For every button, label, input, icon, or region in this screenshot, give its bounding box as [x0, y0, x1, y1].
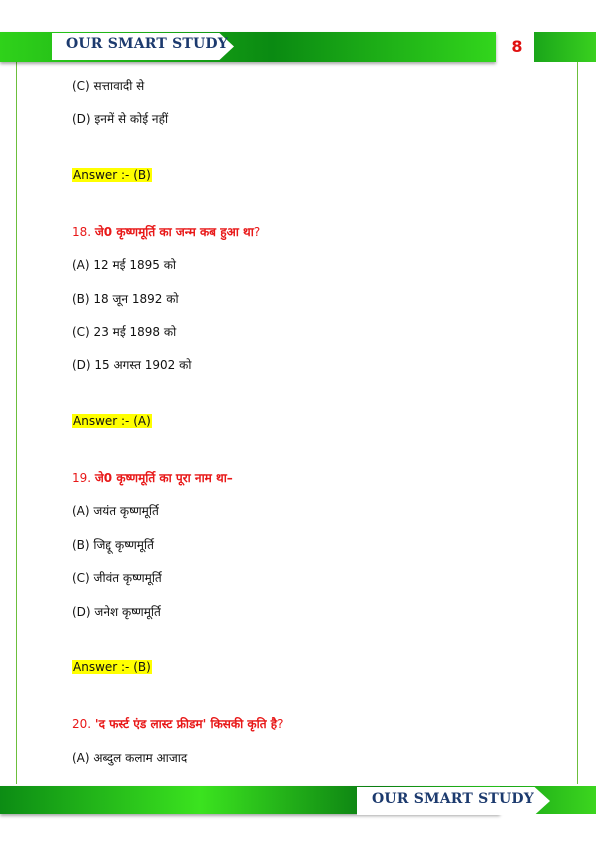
answer-label: Answer :- (B): [73, 168, 151, 182]
question-19: [72, 470, 233, 486]
q18-option-c: (C) 23 मई 1898 को: [72, 325, 177, 339]
q19-option-b: (B) जिद्दू कृष्णमूर्ति: [72, 538, 154, 552]
question-text: जे0 कृष्णमूर्ति का पूरा नाम था–: [94, 471, 233, 485]
footer-brand-title: OUR SMART STUDY: [372, 791, 534, 807]
question-number: 20.: [72, 717, 95, 731]
q18-option-a: (A) 12 मई 1895 को: [72, 258, 177, 272]
option-c-prev: (C) सत्तावादी से: [72, 79, 145, 93]
question-20: [72, 716, 283, 732]
q19-option-a: (A) जयंत कृष्णमूर्ति: [72, 504, 159, 518]
q19-option-d: (D) जनेश कृष्णमूर्ति: [72, 605, 161, 619]
header-right-bar: [534, 32, 596, 62]
answer-label: Answer :- (B): [73, 660, 151, 674]
question-mark: ?: [253, 225, 261, 239]
q18-option-b: (B) 18 जून 1892 को: [72, 292, 179, 306]
q19-option-c: (C) जीवंत कृष्णमूर्ति: [72, 571, 162, 585]
question-text: 'द फर्स्ट एंड लास्ट फ्रीडम' किसकी कृति है: [94, 717, 278, 731]
right-border-line: [577, 62, 578, 784]
answer-17: [72, 167, 152, 183]
header-brand-title: OUR SMART STUDY: [66, 36, 228, 52]
answer-label: Answer :- (A): [73, 414, 151, 428]
question-18: [72, 224, 260, 240]
answer-19: [72, 659, 152, 675]
answer-18: [72, 413, 152, 429]
q18-option-d: (D) 15 अगस्त 1902 को: [72, 358, 192, 372]
q20-option-a: (A) अब्दुल कलाम आजाद: [72, 751, 188, 765]
option-d-prev: (D) इनमें से कोई नहीं: [72, 112, 169, 126]
question-mark: ?: [277, 717, 284, 731]
question-number: 19.: [72, 471, 95, 485]
question-number: 18.: [72, 225, 95, 239]
page-number: 8: [500, 32, 534, 62]
left-border-line: [16, 62, 17, 784]
question-text: जे0 कृष्णमूर्ति का जन्म कब हुआ था: [94, 225, 254, 239]
